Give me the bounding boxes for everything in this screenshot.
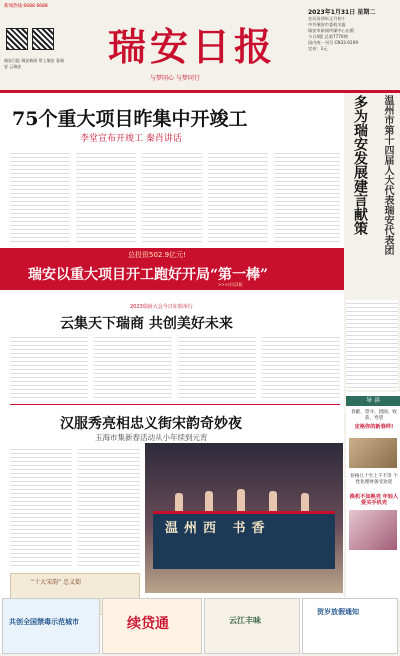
guide-item-1-title[interactable]: 定格你的新春样! — [354, 424, 394, 430]
investment-banner[interactable] — [0, 248, 344, 290]
qr-code-icon — [6, 28, 28, 50]
ad-antidrug-text: 共创全国禁毒示范城市 — [9, 618, 79, 626]
ad-loan-text: 续贷通 — [127, 616, 169, 632]
story3-headline[interactable]: 汉服秀亮相忠义街宋韵奇妙夜 — [60, 416, 242, 432]
guide-photo — [349, 510, 397, 550]
body-text — [10, 334, 88, 398]
ad-notice[interactable] — [302, 598, 398, 654]
issue-meta — [308, 10, 398, 52]
lead-subtitle: 李堂宣布开竣工 秦肖讲话 — [80, 134, 182, 144]
ad-notice-text: 贺岁放假通知 — [317, 608, 359, 616]
story3-subtitle: 玉海市集新春活动从小年续到元宵 — [95, 433, 208, 442]
masthead-area — [0, 0, 400, 92]
inset-caption: “十大宋韵” 忠义街 — [31, 579, 82, 586]
lunar-date: 农历癸卯年正月初十 — [308, 16, 346, 21]
body-text — [142, 150, 202, 245]
ad-food[interactable] — [204, 598, 300, 654]
price: 定价：1元 — [308, 46, 328, 51]
body-text — [10, 150, 70, 245]
hanfu-show-photo — [145, 443, 343, 593]
issue-number: 今日4版 总第7770期 — [308, 34, 348, 39]
guide-item-1[interactable]: 春献、望寻、团圆、收获、寿望 — [351, 410, 397, 421]
press: 瑞安市新闻传媒中心出版 — [308, 28, 355, 33]
body-text — [76, 150, 136, 245]
body-text — [94, 334, 172, 398]
slogan: 与梦同心 与梦同行 — [150, 75, 200, 82]
guide-item-2-title[interactable]: 换机不如换壳 年轻人爱买手机壳 — [349, 494, 399, 506]
body-text — [10, 446, 72, 568]
ad-antidrug[interactable] — [2, 598, 100, 654]
banner-headline: 瑞安以重大项目开工跑好开局“第一棒” — [28, 267, 269, 283]
lead-headline[interactable]: 75个重大项目昨集中开竣工 — [12, 108, 248, 130]
banner-kicker: 总投资502.9亿元! — [128, 251, 186, 259]
body-text — [78, 446, 140, 568]
side-title-big[interactable]: 多为瑞安发展建言献策 — [352, 95, 368, 235]
qr-code-icon — [32, 28, 54, 50]
body-text — [208, 150, 268, 245]
issue-date: 2023年1月31日 星期二 — [308, 9, 376, 16]
section-divider — [10, 404, 340, 405]
ad-loan[interactable] — [102, 598, 202, 654]
story2-headline[interactable]: 云集天下瑞商 共创美好未来 — [60, 316, 233, 332]
body-text — [274, 150, 340, 245]
qr-caption: 瑞安日报 瑞安新闻 掌上瑞安 看瑞安 云瑞安 — [4, 58, 64, 69]
side-title-small[interactable]: 温州市第十四届人大代表瑞安代表团 — [382, 95, 393, 255]
ad-strip — [0, 598, 400, 656]
stage-sign: 温州西 书香 — [165, 521, 271, 536]
guide-label: 导 读 — [346, 396, 400, 406]
publisher: 中共瑞安市委机关报 — [308, 22, 346, 27]
masthead: 瑞安日报 — [108, 24, 277, 69]
body-text — [178, 334, 256, 398]
guide-photo — [349, 438, 397, 468]
body-text — [262, 334, 340, 398]
hotline: 新闻热线 6688 6688 — [4, 4, 48, 9]
side-body-text — [346, 300, 398, 390]
ad-food-text: 云江丰味 — [229, 616, 261, 625]
cn-number: 国内统一刊号 CN33-0109 — [308, 40, 359, 45]
guide-item-2[interactable]: 价格几十至上千不等 个性化理财备受欢迎 — [350, 474, 398, 485]
banner-jump[interactable]: >>>详见2版 — [218, 282, 243, 287]
story2-kicker: 2023瑞商大会今日在瑞举行 — [130, 304, 193, 310]
